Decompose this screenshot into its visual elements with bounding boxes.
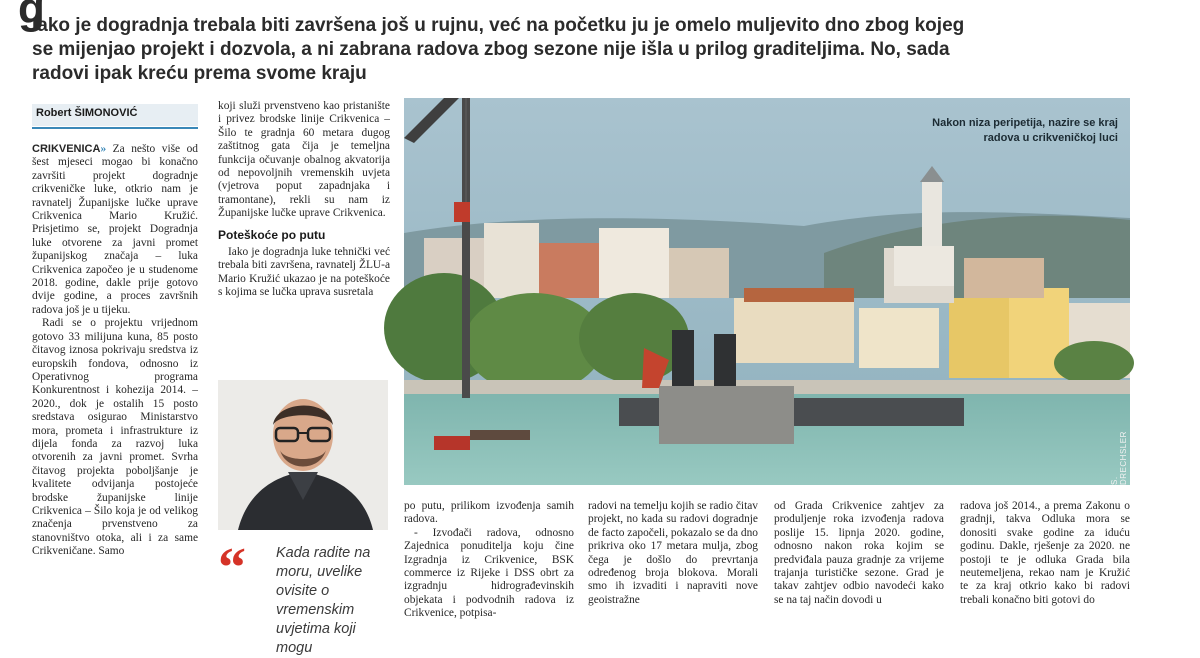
section-subheading: Poteškoće po putu — [218, 227, 326, 242]
quote-mark-icon: “ — [218, 537, 246, 599]
paragraph: radovi na temelju kojih se radio čitav projekt, no kada su radovi dogradnje de facto započeli, pokazalo se da dno prikriva oko 17 metara mulja, zbog čega je došlo do prevrtanja određenog broja blokova. Morali smo ih izvaditi i napraviti nove geoistražne — [588, 500, 758, 606]
pull-quote-line: uvjetima koji mogu — [276, 621, 356, 656]
pull-quote-line: Kada radite na — [276, 545, 371, 561]
paragraph: po putu, prilikom izvođenja samih radova. — [404, 500, 574, 526]
article-column-2 — [218, 100, 390, 358]
pull-quote — [218, 537, 390, 656]
author-byline: Robert ŠIMONOVIĆ — [32, 104, 198, 126]
paragraph: - Izvođači radova, odnosno Zajednica ponuditelja koju čine Izgradnja iz Crikvenice, BSK commerce iz Rijeke i DSS obrt za izgradnju hidrograđevinskih objekata i podvodnih radova iz Crikvenice, potpisa- — [404, 526, 574, 620]
paragraph — [32, 143, 198, 317]
harbour-illustration — [404, 98, 1130, 485]
paragraph: koji služi prvenstveno kao pristanište i privez brodske linije Crikvenica – Šilo te gradnja 60 metara dugog zaštitnog gata čija je temeljna funkcija očuvanje obalnog akvatorija od nepovoljnih vremenskih uvjeta (vjetrova poput zapadnjaka i tramontane), rekli su nam iz Županijske lučke uprave Crikvenica. — [218, 100, 390, 220]
headline-fragment: g — [18, 0, 44, 33]
dateline-kicker: CRIKVENICA — [32, 143, 101, 155]
pull-quote-text — [276, 544, 390, 658]
lead-line: radovi ipak kreću prema svome kraju — [32, 63, 367, 84]
paragraph: Iako je dogradnja luke tehnički već trebala biti završena, ravnatelj ŽLU-a Mario Kružić ukazao je na poteškoće s kojima se lučka uprava susretala — [218, 246, 390, 299]
article-column-6 — [960, 500, 1130, 630]
paragraph: Radi se o projektu vrijednom gotovo 33 milijuna kuna, 85 posto čitavog iznosa pokrivaju sredstva iz europskih fondova, odnosno iz Operativnog programa Konkurentnost i kohezija 2014. – 2020., dok je ostalih 15 posto sredstava osigurao Ministarstvo mora, prometa i infrastrukture iz dijela fonda za razvoj luka otvorenih za javni promet. Svrha čitavog projekta poboljšanje je kvalitete odvijanja postojeće brodske županijske linije Crikvenica – Šilo koja je od velikog značenja prvenstveno za stanovništvo otoka, ali i za same Crikveničane. Samo — [32, 317, 198, 558]
paragraph: od Grada Crikvenice zahtjev za produljenje roka izvođenja radova poslije 15. lipnja 2020. godine, odnosno nakon roka kojim se predviđala pauza gradnje za vrijeme trajanja turističke sezone. Grad je takav zahtjev odbio navodeći kako se na taj način dovodi u — [774, 500, 944, 606]
portrait-photo — [218, 380, 388, 530]
harbour-photo — [404, 98, 1130, 485]
article-column-1 — [32, 143, 198, 630]
photo-caption — [868, 116, 1118, 146]
lead-paragraph — [32, 14, 1162, 86]
pull-quote-line: ovisite o vremenskim — [276, 583, 355, 618]
portrait-illustration — [218, 380, 388, 530]
byline-rule — [32, 127, 198, 129]
caption-line: radova u crikveničkoj luci — [983, 132, 1118, 144]
paragraph: radova još 2014., a prema Zakonu o gradnji, takva Odluka mora se donositi svake godine za iduću godinu. Dakle, rješenje za 2020. ne postoji te je odluka Grada bila neutemeljena, rekao nam je Kružić te za kraj otkrio kako bi radovi trebali konačno biti gotovi do — [960, 500, 1130, 606]
lead-line: se mijenjao projekt i dozvola, a ni zabrana radova zbog sezone nije išla u prilog graditeljima. No, sada — [32, 39, 950, 60]
article-column-4 — [588, 500, 758, 630]
article-column-3 — [404, 500, 574, 630]
paragraph-text: Za nešto više od šest mjeseci mogao bi konačno završiti projekt dogradnje crikveničke luke, otkrio nam je ravnatelj Županijske lučke uprave Crikvenica Mario Kružić. Prisjetimo se, projekt Dogradnja luke otvorene za javni promet županijskog značaja – luka Crikvenica započeo je u studenome 2018. godine, dakle prije gotovo dvije godine, a proces završnih radova još je u tijeku. — [32, 143, 198, 316]
pull-quote-line: moru, uvelike — [276, 564, 363, 580]
caption-line: Nakon niza peripetija, nazire se kraj — [932, 117, 1118, 129]
photo-credit: S. DRECHSLER — [1110, 431, 1128, 485]
kicker-arrow-icon: » — [100, 143, 107, 155]
lead-line: Iako je dogradnja trebala biti završena još u rujnu, već na početku ju je omelo muljevito dno zbog kojeg — [32, 15, 965, 36]
article-column-5 — [774, 500, 944, 630]
